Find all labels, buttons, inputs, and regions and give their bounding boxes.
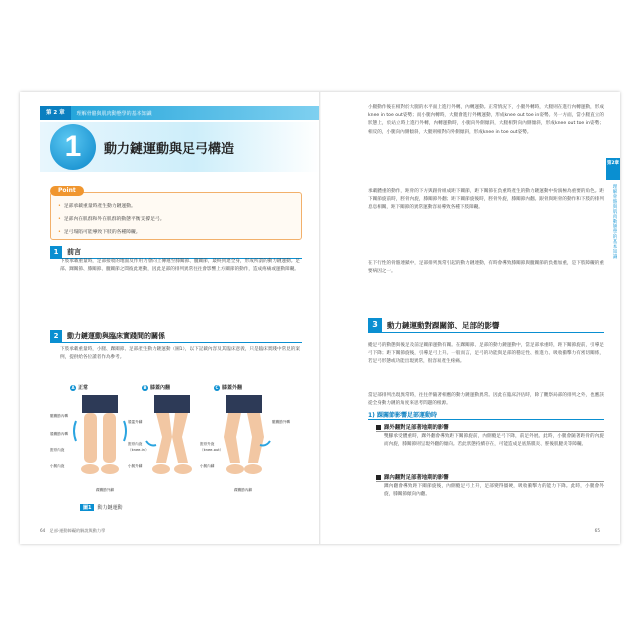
fig-label: 脛骨外旋 bbox=[200, 442, 215, 446]
panel-mark: A bbox=[71, 384, 75, 390]
square-bullet-icon bbox=[376, 425, 381, 430]
figure-panel-a bbox=[70, 384, 138, 496]
figure-panel-c bbox=[214, 384, 282, 496]
figure-tag: 圖1 bbox=[80, 504, 94, 511]
panel-mark: B bbox=[143, 384, 147, 390]
paragraph: 在下行性的骨骼連鎖中，足部排列異常引起的動力鏈連動，有時會導致膝關節與髖關節的負擔加重，是下肢障礙的重要病因之一。 bbox=[368, 261, 604, 275]
panel-title: 膝蓋內翻 bbox=[150, 385, 171, 391]
figure-caption bbox=[80, 504, 123, 511]
fig-label: 小腿外翻 bbox=[128, 464, 143, 468]
chapter-title: 理解骨骼與肌肉動態學的基本知識 bbox=[76, 110, 152, 117]
bullet-heading-text: 踝外翻對足部著地期的影響 bbox=[384, 425, 449, 431]
point-list bbox=[58, 202, 298, 241]
left-page bbox=[20, 92, 320, 544]
paragraph: 承載體重的動作，距骨的下方與跟骨組成距下關節，距下關節在負重時產生的動力鏈運動中扮演極為重要的角色。距下關節旋前時，脛骨內旋，膝關節外翻；距下關節旋後時，脛骨外旋，膝關節內翻。跟骨與距骨的動作和下肢的排列息息相關，距下關節的異常運動容易導致各種下肢障礙。 bbox=[368, 189, 604, 211]
fig-label: 髖關節外轉 bbox=[272, 420, 290, 424]
subsection-heading: 1) 踝關節影響足部運動時 bbox=[368, 412, 438, 419]
chapter-band bbox=[40, 106, 320, 120]
section-number: 2 bbox=[50, 330, 62, 342]
section-number-badge: 1 bbox=[50, 124, 96, 170]
panel-title: 正常 bbox=[78, 385, 89, 391]
bullet-heading bbox=[376, 473, 449, 481]
fig-label: 髖關節內轉 bbox=[50, 414, 68, 418]
section-number: 1 bbox=[50, 246, 62, 258]
page-title: 動力鏈運動與足弓構造 bbox=[104, 142, 235, 157]
section-number: 3 bbox=[368, 318, 382, 332]
section-title: 動力鏈運動對踝關節、足部的影響 bbox=[387, 320, 500, 330]
section-rule bbox=[50, 342, 302, 343]
section-title: 前言 bbox=[67, 248, 81, 256]
fig-label: 膝關節內轉 bbox=[50, 432, 68, 436]
fig-label: （knee-in） bbox=[128, 448, 149, 452]
page-number: 65 bbox=[594, 528, 600, 533]
subsection-rule bbox=[368, 419, 604, 420]
bullet-rule bbox=[376, 481, 604, 482]
figure-caption-text: 動力鏈運動 bbox=[97, 505, 123, 511]
fig-label: 脛骨內旋 bbox=[50, 448, 65, 452]
paragraph: 踝內翻會導致距下關節旋後，內側縱足弓上升，足部變得僵硬，吸收衝擊力的能力下降。此時，小腿會外旋，膝關節傾向內翻。 bbox=[384, 484, 604, 498]
page-footer: 64 足部·運動障礙的解說與動力學 bbox=[40, 528, 106, 533]
section-title: 動力鏈運動與臨床實踐間的關係 bbox=[67, 332, 165, 340]
fig-label: 膝蓋外翻 bbox=[128, 420, 143, 424]
section-heading-2 bbox=[50, 330, 165, 342]
bullet-rule bbox=[376, 431, 604, 432]
fig-label: 脛骨內旋 bbox=[128, 442, 143, 446]
right-page bbox=[320, 92, 620, 544]
bullet-heading bbox=[376, 423, 449, 431]
panel-mark: C bbox=[215, 384, 219, 390]
book-spread bbox=[20, 92, 620, 544]
legs-normal-illustration bbox=[70, 391, 130, 491]
fig-label: 小腿內翻 bbox=[200, 464, 215, 468]
fig-label: 踝關節內翻 bbox=[234, 488, 252, 492]
point-item: • 足弓塌陷可能導致下肢的各種障礙。 bbox=[58, 228, 298, 235]
panel-title: 膝蓋外翻 bbox=[222, 385, 243, 391]
figure-1 bbox=[50, 384, 302, 506]
paragraph: 縱足弓的動態與後足及前足關節運動有關。在踝關節、足部的動力鏈運動中，當足部承重時，距下關節旋前，引導足弓下降；距下關節旋後，引導足弓上升。一般而言，足弓的功能與足部的穩定性、推進力、吸收衝擊力有密切關係，若足弓形態或功能出現異常，很容易產生疼痛。 bbox=[368, 343, 604, 365]
point-item: • 足部承載重量時產生動力鏈運動。 bbox=[58, 202, 298, 209]
kinetic-chain-paragraph: 下肢承載重量時，小腿、踝關節、足部產生動力鏈運動（圖1），以下記載內容及其臨床意義，只是臨床實踐中常見的案例，提供給各位讀者作為參考。 bbox=[60, 347, 300, 361]
point-item: • 足部內在肌群和外在肌群的動態平衡支撐足弓。 bbox=[58, 215, 298, 222]
chapter-side-text: 理解骨骼與肌肉動態學的基本知識 bbox=[612, 184, 617, 259]
legs-knee-out-illustration bbox=[214, 391, 274, 491]
paragraph: 當足部排列出現異常時，往往伴隨著相應的動力鏈運動異常。因此在臨床評估時，除了觀察局部的排列之外，也應該從全身動力鏈的角度來思考問題的根源。 bbox=[368, 393, 604, 407]
bullet-heading-text: 踝內翻對足部著地期的影響 bbox=[384, 475, 449, 481]
paragraph: 雙腳承受體重時，踝外翻會導致距下關節旋前，內側縱足弓下降，前足外展。此時，小腿會隨著距骨的內旋而內旋，膝關節則呈現外翻的傾向。若此狀態持續存在，可能造成足底筋膜炎、脛後肌腱炎等障礙。 bbox=[384, 434, 604, 448]
figure-panel-b bbox=[142, 384, 210, 496]
fig-label: 踝關節外翻 bbox=[96, 488, 114, 492]
section-heading-1 bbox=[50, 246, 81, 258]
fig-label: （knee-out） bbox=[200, 448, 224, 452]
point-label: Point bbox=[50, 186, 84, 196]
fig-label: 小腿內旋 bbox=[50, 464, 65, 468]
chapter-side-tab: 第2章 bbox=[606, 158, 620, 180]
section-heading-3 bbox=[368, 318, 604, 333]
intro-paragraph: 下肢承載重量時，足部接收的地面反作用力會向上傳遞至膝關節、髖關節，最終到達全身，形成所謂的動力鏈運動。足部、踝關節、膝關節、髖關節之間彼此連動，因此足部的排列異常往往會影響上方關節的動作，造成疼痛或運動障礙。 bbox=[60, 259, 300, 273]
paragraph: 小腿動作後在相對於大腿的水平面上進行外轉，內轉運動。正常情況下，小腿外轉時，大腿則在進行內轉運動，形成knee in toe out姿勢；而小腿內轉時，大腿會進行外轉運動，形成knee out toe in姿勢。另一方面，當小腿直立的狀態上，於站立時上進行外轉，內轉運動時，小腿向外側傾斜，大腿相對向內側傾斜，形成knee out toe in姿勢；相反的，小腿向內側傾斜，大腿則相對向外側傾斜，形成knee in toe out姿勢。 bbox=[368, 105, 604, 135]
legs-knee-in-illustration bbox=[142, 391, 202, 491]
square-bullet-icon bbox=[376, 475, 381, 480]
chapter-tag: 第 2 章 bbox=[40, 106, 71, 120]
